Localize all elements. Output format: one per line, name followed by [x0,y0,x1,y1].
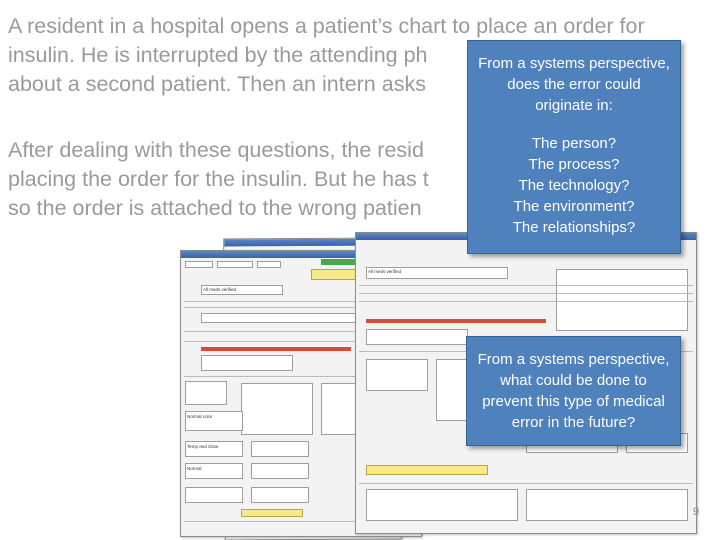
scenario-line: about a second patient. Then an intern asks [8,72,426,96]
form-label-normal-color: Normal color [187,414,213,419]
option-environment: The environment? [513,198,635,215]
scenario-line: so the order is attached to the wrong patien [8,196,422,220]
allergy-label: All meds verified [203,287,237,292]
option-relationships: The relationships? [512,219,636,236]
question-line: error in the future? [511,414,636,431]
scenario-line: After dealing with these questions, the resid [8,138,424,162]
callout-error-origin [467,40,681,254]
form-label-temp-glow: Temp and Glow [187,444,219,449]
option-process: The process? [528,156,620,173]
question-line: prevent this type of medical [482,393,665,410]
option-person: The person? [531,135,617,152]
scenario-paragraph-2 [8,136,429,223]
allergy-label-right: All meds verified [368,269,402,274]
callout-heading: From a systems perspective, [478,55,670,72]
scenario-line: A resident in a hospital opens a patient’s chart to place an order for [8,14,645,38]
page-number: 9 [693,506,700,518]
question-line: what could be done to [500,372,647,389]
form-label-normal: Normal [187,466,202,471]
question-line: From a systems perspective, [477,351,670,368]
callout-prevention-question [466,336,681,446]
scenario-line: insulin. He is interrupted by the attending ph [8,43,428,67]
scenario-line: placing the order for the insulin. But he has t [8,167,429,191]
callout-heading: does the error could [507,76,641,93]
callout-heading: originate in: [535,97,613,114]
option-technology: The technology? [518,177,630,194]
